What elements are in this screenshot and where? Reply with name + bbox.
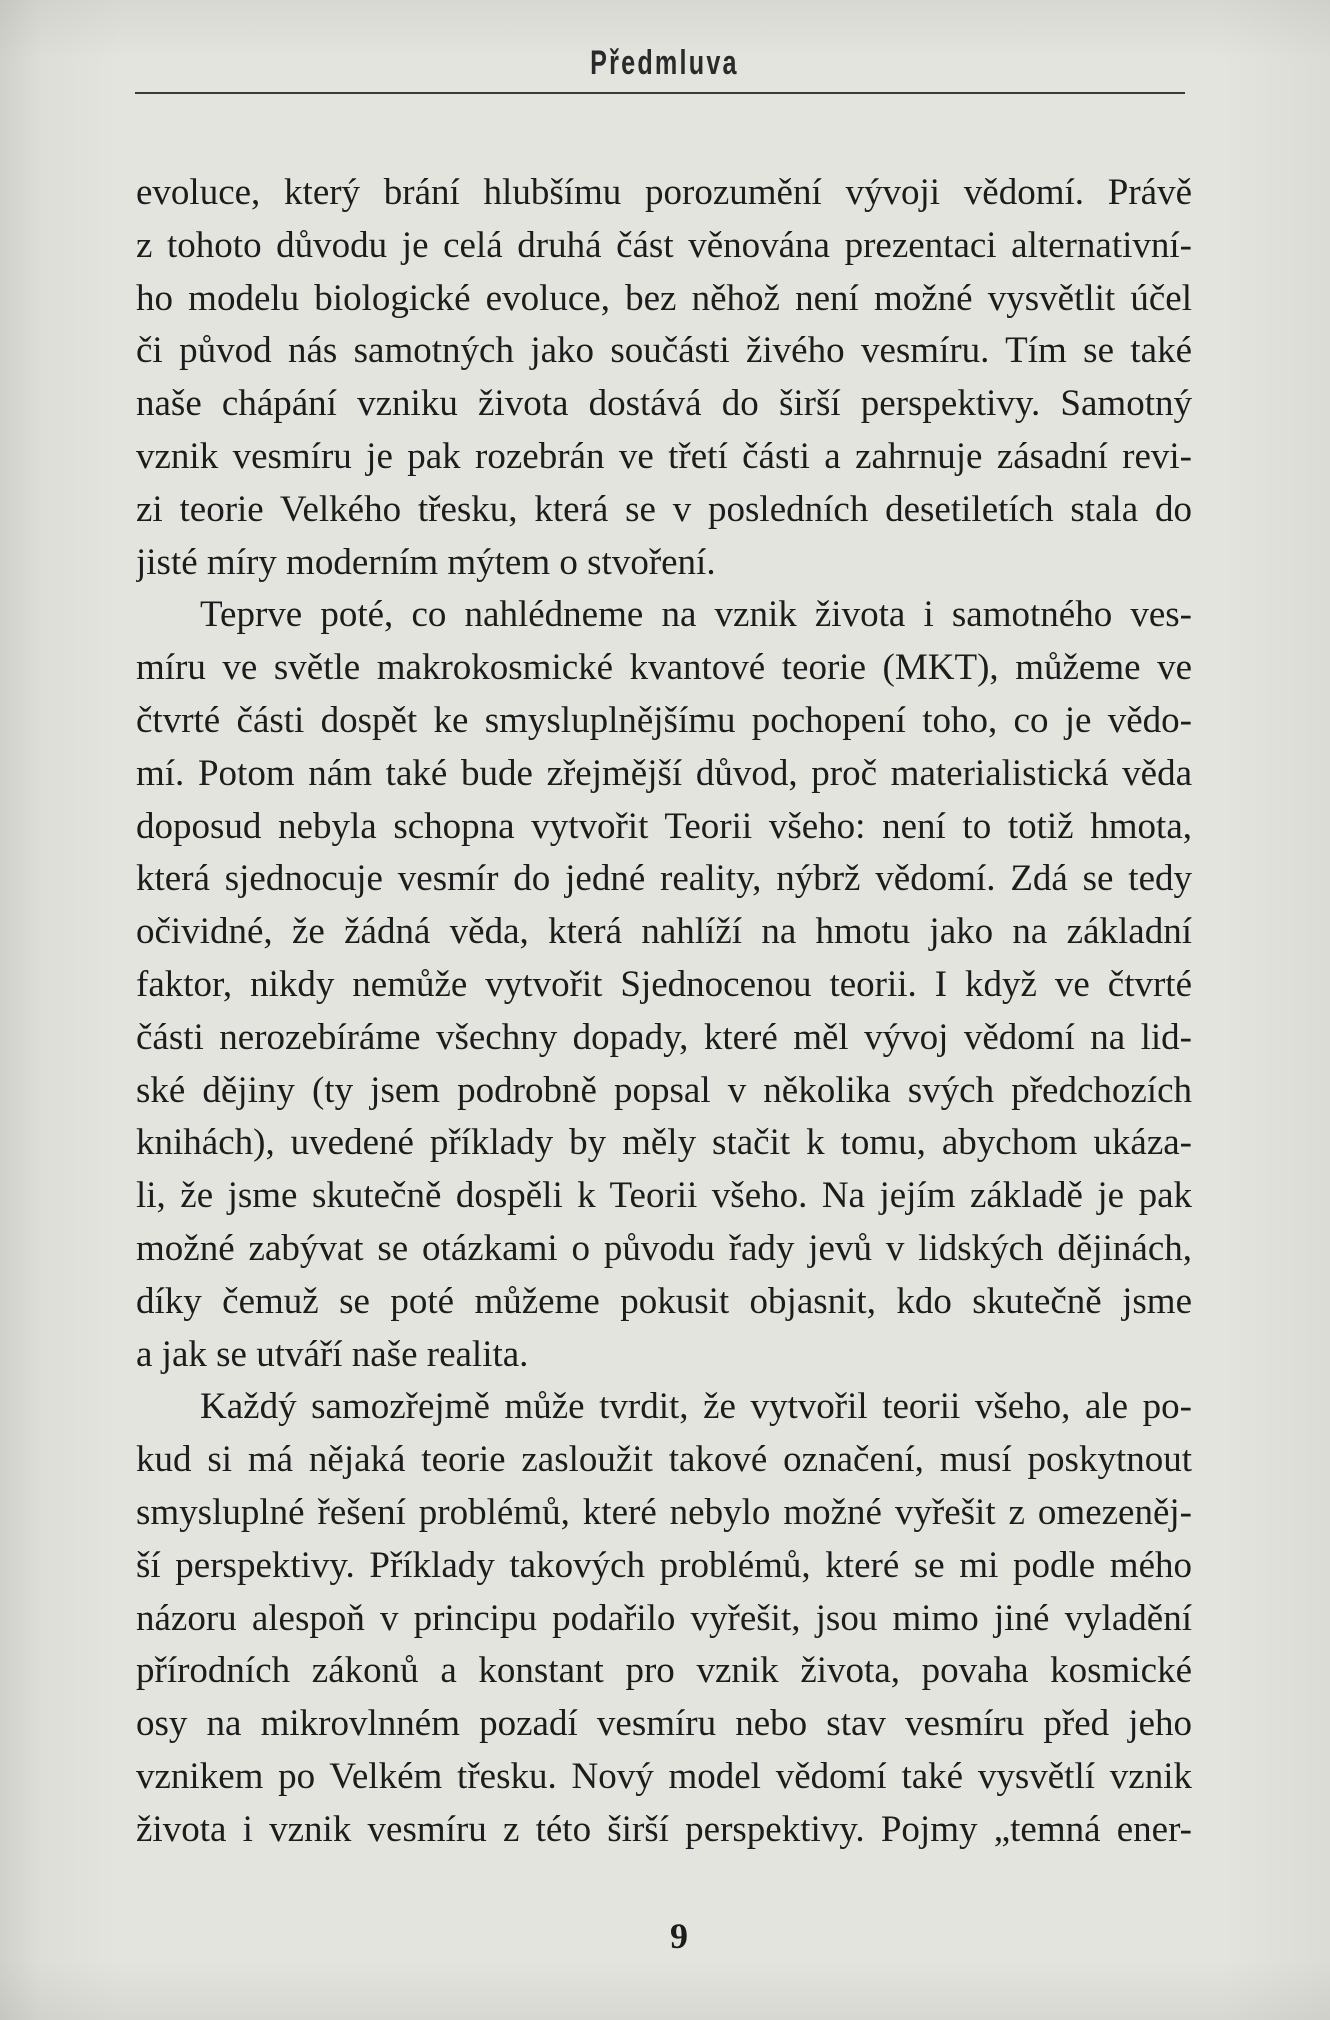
- text-line: vznik vesmíru je pak rozebrán ve třetí části a zahrnuje zásadní revi-: [136, 435, 1192, 477]
- text-line: z tohoto důvodu je celá druhá část věnována prezentaci alternativní-: [136, 224, 1192, 266]
- text-line: života i vznik vesmíru z této širší perspektivy. Pojmy „temná ener-: [136, 1808, 1192, 1850]
- text-line: Každý samozřejmě může tvrdit, že vytvořil teorii všeho, ale po-: [200, 1386, 1192, 1428]
- page-number: 9: [670, 1916, 688, 1956]
- text-line: faktor, nikdy nemůže vytvořit Sjednocenou teorii. I když ve čtvrté: [136, 963, 1192, 1005]
- text-line: mí. Potom nám také bude zřejmější důvod, proč materialistická věda: [136, 752, 1192, 794]
- text-line: očividné, že žádná věda, která nahlíží na hmotu jako na základní: [136, 911, 1192, 953]
- text-line: li, že jsme skutečně dospěli k Teorii všeho. Na jejím základě je pak: [136, 1175, 1192, 1217]
- text-line: ší perspektivy. Příklady takových problémů, které se mi podle mého: [136, 1544, 1192, 1586]
- text-line: zi teorie Velkého třesku, která se v posledních desetiletích stala do: [136, 488, 1192, 530]
- text-line: ské dějiny (ty jsem podrobně popsal v několika svých předchozích: [136, 1069, 1192, 1111]
- header-rule: [135, 92, 1185, 94]
- text-line: či původ nás samotných jako součásti živého vesmíru. Tím se také: [136, 330, 1192, 372]
- text-line: doposud nebyla schopna vytvořit Teorii všeho: není to totiž hmota,: [136, 805, 1192, 847]
- text-line: která sjednocuje vesmír do jedné reality, nýbrž vědomí. Zdá se tedy: [136, 858, 1192, 900]
- text-line: a jak se utváří naše realita.: [136, 1333, 529, 1375]
- paragraph: [136, 1381, 1192, 1856]
- paragraph: [136, 167, 1192, 589]
- text-line: ho modelu biologické evoluce, bez něhož není možné vysvětlit účel: [136, 277, 1192, 319]
- text-line: Teprve poté, co nahlédneme na vznik života i samotného ves-: [200, 594, 1192, 636]
- text-line: čtvrté části dospět ke smysluplnějšímu pochopení toho, co je vědo-: [136, 699, 1192, 741]
- text-line: části nerozebíráme všechny dopady, které měl vývoj vědomí na lid-: [136, 1016, 1192, 1058]
- text-line: možné zabývat se otázkami o původu řady jevů v lidských dějinách,: [136, 1227, 1192, 1269]
- text-line: smysluplné řešení problémů, které nebylo možné vyřešit z omezeněj-: [136, 1491, 1192, 1533]
- text-line: názoru alespoň v principu podařilo vyřešit, jsou mimo jiné vyladění: [136, 1597, 1192, 1639]
- text-line: jisté míry moderním mýtem o stvoření.: [136, 541, 716, 583]
- text-line: evoluce, který brání hlubšímu porozumění vývoji vědomí. Právě: [136, 172, 1192, 213]
- text-line: přírodních zákonů a konstant pro vznik života, povaha kosmické: [136, 1650, 1192, 1692]
- text-line: vznikem po Velkém třesku. Nový model vědomí také vysvětlí vznik: [136, 1755, 1192, 1797]
- text-line: kud si má nějaká teorie zasloužit takové označení, musí poskytnout: [136, 1439, 1192, 1481]
- text-line: naše chápání vzniku života dostává do širší perspektivy. Samotný: [136, 383, 1192, 425]
- paragraph: [136, 589, 1192, 1381]
- body-text: [136, 167, 1192, 1857]
- running-header-title: Předmluva: [589, 44, 739, 82]
- text-line: míru ve světle makrokosmické kvantové teorie (MKT), můžeme ve: [136, 647, 1192, 689]
- text-line: knihách), uvedené příklady by měly stačit k tomu, abychom ukáza-: [136, 1122, 1192, 1164]
- text-line: díky čemuž se poté můžeme pokusit objasnit, kdo skutečně jsme: [136, 1280, 1192, 1322]
- text-line: osy na mikrovlnném pozadí vesmíru nebo stav vesmíru před jeho: [136, 1703, 1192, 1745]
- running-header: [136, 40, 1192, 86]
